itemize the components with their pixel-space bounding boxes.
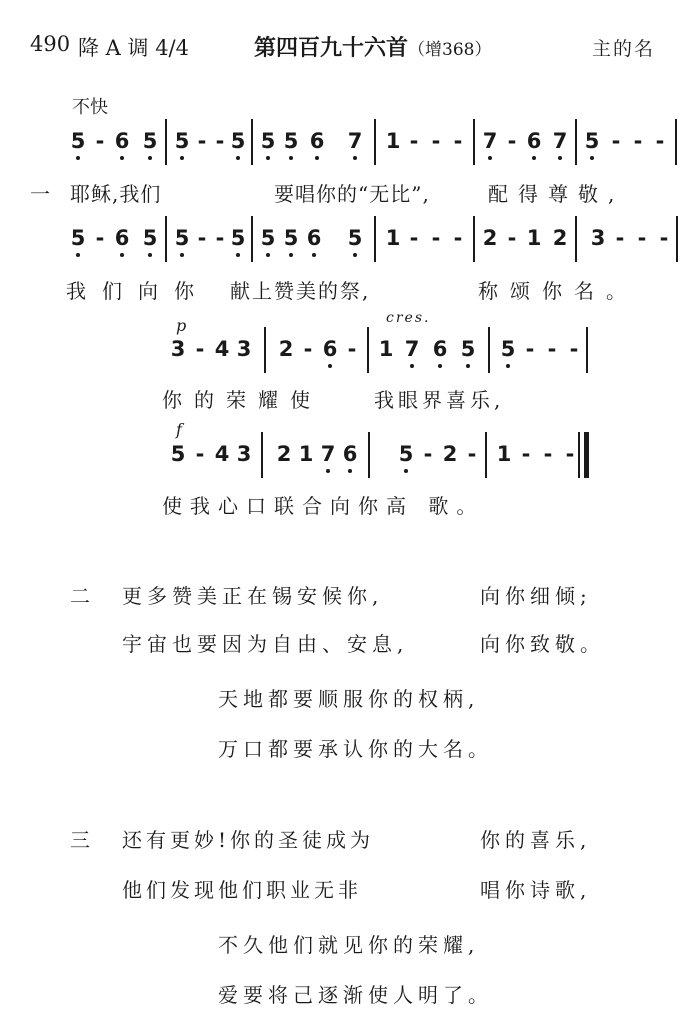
low-octave-dot (466, 364, 470, 368)
low-octave-dot (120, 156, 124, 160)
bar-line (485, 432, 487, 478)
bar-line (264, 327, 266, 373)
lyric: 称颂你名。 (478, 279, 638, 303)
note: - (467, 442, 477, 466)
title-text: 第四百九十六首 (254, 36, 409, 61)
note: - (507, 129, 517, 153)
hymn-number: 490 (30, 32, 71, 56)
low-octave-dot (558, 156, 562, 160)
note: 2 (442, 442, 458, 466)
note: - (197, 226, 207, 250)
note: 3 (170, 337, 186, 361)
note: 2 (276, 442, 292, 466)
lyric: 我眼界喜乐, (374, 388, 505, 412)
note: - (409, 226, 419, 250)
low-octave-dot (410, 364, 414, 368)
verse-number-1: 一 (30, 182, 50, 206)
bar-line (575, 119, 577, 165)
verse-line: 更多赞美正在锡安候你, (122, 584, 384, 608)
low-octave-dot (348, 469, 352, 473)
low-octave-dot (266, 253, 270, 257)
note: 6 (306, 226, 322, 250)
note: 5 (347, 226, 363, 250)
lyric: 使我心口联合向你高 歌。 (162, 494, 485, 518)
note: 5 (460, 337, 476, 361)
note: 3 (236, 337, 252, 361)
note: - (347, 337, 357, 361)
verse-line: 万口都要承认你的大名。 (218, 737, 493, 761)
verse-number-3: 三 (70, 828, 90, 852)
note: - (431, 129, 441, 153)
low-octave-dot (438, 364, 442, 368)
note: 4 (214, 442, 230, 466)
low-octave-dot (326, 469, 330, 473)
low-octave-dot (289, 253, 293, 257)
lyric: 配得尊敬, (488, 182, 625, 206)
note: 7 (482, 129, 498, 153)
verse-line: 你的喜乐, (480, 828, 592, 852)
note: 1 (496, 442, 512, 466)
note: - (507, 226, 517, 250)
note: 5 (260, 226, 276, 250)
low-octave-dot (328, 364, 332, 368)
title-supplement: （增368） (408, 40, 492, 60)
note: 6 (114, 129, 130, 153)
note: 5 (174, 129, 190, 153)
dynamic-crescendo: cres. (386, 310, 431, 326)
low-octave-dot (180, 253, 184, 257)
note: 7 (347, 129, 363, 153)
low-octave-dot (76, 253, 80, 257)
note: - (525, 337, 535, 361)
verse-line: 他们发现他们职业无非 (122, 878, 362, 902)
note: - (453, 226, 463, 250)
low-octave-dot (590, 156, 594, 160)
note: - (95, 226, 105, 250)
hymn-title (254, 31, 491, 62)
category-label: 主的名 (592, 38, 656, 60)
note: 6 (432, 337, 448, 361)
low-octave-dot (120, 253, 124, 257)
note: 5 (174, 226, 190, 250)
low-octave-dot (506, 364, 510, 368)
bar-line (367, 327, 369, 373)
note: 7 (552, 129, 568, 153)
dynamic-piano: p (176, 316, 187, 335)
bar-line (261, 432, 263, 478)
note: 5 (398, 442, 414, 466)
low-octave-dot (532, 156, 536, 160)
low-octave-dot (76, 156, 80, 160)
note: - (543, 442, 553, 466)
verse-line: 宇宙也要因为自由、安息, (122, 632, 409, 656)
music-line-4 (0, 442, 700, 492)
note: 6 (526, 129, 542, 153)
note: 7 (404, 337, 420, 361)
verse-line: 爱要将己逐渐使人明了。 (218, 983, 493, 1007)
note: 5 (584, 129, 600, 153)
music-line-3 (0, 337, 700, 387)
verse-line: 天地都要顺服你的权柄, (218, 687, 480, 711)
note: 6 (342, 442, 358, 466)
note: - (615, 226, 625, 250)
low-octave-dot (180, 156, 184, 160)
low-octave-dot (312, 253, 316, 257)
note: 3 (590, 226, 606, 250)
note: 1 (378, 337, 394, 361)
low-octave-dot (315, 156, 319, 160)
bar-line (374, 119, 376, 165)
verse-line: 唱你诗歌, (480, 878, 592, 902)
verse-line: 向你致敬。 (480, 632, 605, 656)
note: 6 (114, 226, 130, 250)
low-octave-dot (404, 469, 408, 473)
note: 1 (298, 442, 314, 466)
note: 2 (278, 337, 294, 361)
note: 2 (482, 226, 498, 250)
bar-line (586, 327, 588, 373)
tempo-marking: 不快 (72, 97, 108, 118)
low-octave-dot (289, 156, 293, 160)
note: 4 (214, 337, 230, 361)
note: - (215, 226, 225, 250)
lyric: 要唱你的“无比”, (274, 182, 430, 206)
note: - (409, 129, 419, 153)
lyric: 耶稣,我们 (70, 182, 162, 206)
note: 6 (322, 337, 338, 361)
note: 7 (320, 442, 336, 466)
bar-line (488, 327, 490, 373)
note: - (431, 226, 441, 250)
note: - (655, 129, 665, 153)
note: 5 (230, 129, 246, 153)
note: 5 (142, 129, 158, 153)
bar-line (473, 119, 475, 165)
music-line-2 (0, 226, 700, 276)
note: 5 (70, 129, 86, 153)
final-bar-thick (584, 432, 589, 478)
lyric: 我们向你 (66, 279, 210, 303)
note: 1 (385, 129, 401, 153)
verse-line: 不久他们就见你的荣耀, (218, 933, 480, 957)
note: 5 (283, 129, 299, 153)
note: 5 (283, 226, 299, 250)
low-octave-dot (488, 156, 492, 160)
note: - (569, 337, 579, 361)
key-signature: 降 A 调 4/4 (78, 36, 189, 60)
lyric: 你的荣耀使 (162, 388, 322, 412)
low-octave-dot (148, 253, 152, 257)
note: 5 (142, 226, 158, 250)
dynamic-forte: f (176, 420, 182, 439)
note: 2 (552, 226, 568, 250)
low-octave-dot (236, 156, 240, 160)
note: - (637, 226, 647, 250)
bar-line (473, 216, 475, 262)
verse-line: 还有更妙!你的圣徒成为 (122, 828, 375, 852)
bar-line (374, 216, 376, 262)
low-octave-dot (236, 253, 240, 257)
note: 3 (236, 442, 252, 466)
note: - (303, 337, 313, 361)
bar-line (251, 216, 253, 262)
verse-number-2: 二 (70, 584, 90, 608)
note: - (197, 129, 207, 153)
lyric: 献上赞美的祭, (230, 279, 371, 303)
low-octave-dot (353, 253, 357, 257)
note: - (195, 442, 205, 466)
bar-line (251, 119, 253, 165)
music-line-1 (0, 129, 700, 179)
low-octave-dot (266, 156, 270, 160)
bar-line (575, 216, 577, 262)
note: - (95, 129, 105, 153)
low-octave-dot (353, 156, 357, 160)
note: - (215, 129, 225, 153)
note: 5 (70, 226, 86, 250)
note: - (521, 442, 531, 466)
note: 5 (170, 442, 186, 466)
verse-line: 向你细倾; (480, 584, 592, 608)
note: 1 (526, 226, 542, 250)
note: 5 (500, 337, 516, 361)
bar-line (165, 216, 167, 262)
bar-line (675, 119, 677, 165)
note: - (633, 129, 643, 153)
bar-line (165, 119, 167, 165)
note: 5 (260, 129, 276, 153)
note: 1 (385, 226, 401, 250)
low-octave-dot (148, 156, 152, 160)
note: - (565, 442, 575, 466)
final-bar-thin (578, 432, 580, 478)
note: - (423, 442, 433, 466)
note: - (453, 129, 463, 153)
note: 5 (230, 226, 246, 250)
bar-line (676, 216, 678, 262)
note: - (547, 337, 557, 361)
note: 6 (309, 129, 325, 153)
note: - (195, 337, 205, 361)
bar-line (368, 432, 370, 478)
note: - (611, 129, 621, 153)
note: - (659, 226, 669, 250)
